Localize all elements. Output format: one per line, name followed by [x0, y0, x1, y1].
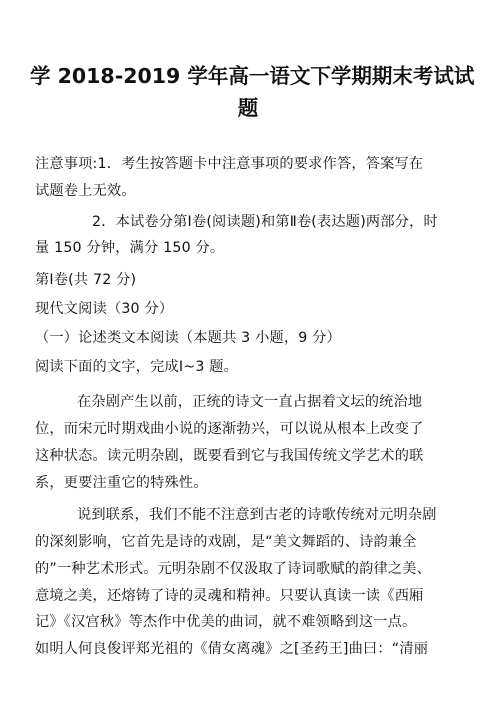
question-group-heading: （一）论述类文本阅读（本题共 3 小题，9 分）: [35, 330, 341, 346]
passage-line: 这种状态。读元明杂剧，既要看到它与我国传统文学艺术的联: [35, 448, 424, 464]
passage-line: 在杂剧产生以前，正统的诗文一直占据着文坛的统治地: [77, 394, 423, 410]
passage-line: 意境之美，还熔铸了诗的灵魂和精神。只要认真读一读《西厢: [35, 588, 424, 604]
document-title-continued: 题: [237, 96, 259, 120]
notice-line-2: 试题卷上无效。: [35, 183, 136, 199]
instruction-line: 阅读下面的文字，完成Ⅰ~3 题。: [35, 359, 239, 375]
passage-line: 说到联系，我们不能不注意到古老的诗歌传统对元明杂剧: [77, 507, 437, 523]
section-heading: 第Ⅰ卷(共 72 分): [35, 272, 137, 288]
subsection-heading: 现代文阅读（30 分）: [35, 301, 174, 317]
passage-line: 位，而宋元时期戏曲小说的逐渐勃兴，可以说从根本上改变了: [35, 421, 424, 437]
passage-line: 的”一种艺术形式。元明杂剧不仅汲取了诗词歌赋的韵律之美、: [35, 561, 432, 577]
passage-line: 的深刻影响，它首先是诗的戏剧，是“美文舞蹈的、诗韵兼全: [35, 534, 417, 550]
notice-line-4: 量 150 分钟，满分 150 分。: [35, 240, 225, 256]
passage-line: 系，更要注重它的特殊性。: [35, 475, 208, 491]
passage-line: 记》《汉宫秋》等杰作中优美的曲词，就不难领略到这一点。: [35, 614, 417, 630]
notice-line-1: 注意事项:1．考生按答题卡中注意事项的要求作答，答案写在: [35, 156, 424, 172]
document-title: 学 2018-2019 学年高一语文下学期期末考试试: [30, 64, 475, 88]
notice-line-3: 2．本试卷分第Ⅰ卷(阅读题)和第Ⅱ卷(表达题)两部分，时: [92, 214, 438, 230]
passage-line: 如明人何良俊评郑光祖的《倩女离魂》之[圣药王]曲曰：“清丽: [35, 641, 429, 657]
